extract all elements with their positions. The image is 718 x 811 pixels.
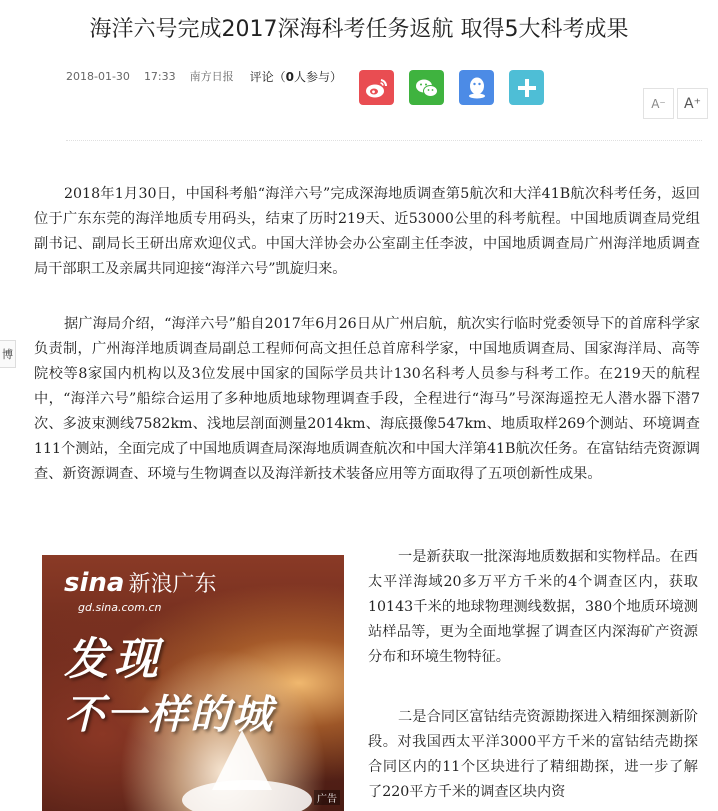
ad-brand: sina xyxy=(64,568,125,598)
publish-date: 2018-01-30 xyxy=(66,69,130,83)
share-wechat-button[interactable] xyxy=(409,70,444,105)
share-qq-button[interactable] xyxy=(459,70,494,105)
comment-label: 评论（ xyxy=(249,69,286,84)
ad-url: gd.sina.com.cn xyxy=(78,601,162,614)
sidebar-weibo-tab[interactable]: 博 xyxy=(0,340,16,368)
qq-icon xyxy=(466,76,488,100)
article-paragraph-2: 据广海局介绍，“海洋六号”船自2017年6月26日从广州启航，航次实行临时党委领导下的首席科学家负责制，广州海洋地质调查局副总工程师何高文担任总首席科学家，中国地质调查局、国家海洋局、高等院校等8家国内机构以及3位发展中国家的国际学员共计130名科考人员参与科考工作。在219天的航程中，“海洋六号”船综合运用了多种地质地球物理调查手段，全程进行“海马”号深海遥控无人潜水器下潜7次、多波束测线7582km、浅地层剖面测量2014km、海底摄像547km、地质取样269个测站、环境调查111个测站，全面完成了中国地质调查局深海地质调查航次和中国大洋第41B航次任务。在富钴结壳资源调查、新资源调查、环境与生物调查以及海洋新技术装备应用等方面取得了五项创新性成果。 xyxy=(34,316,700,482)
share-more-button[interactable] xyxy=(509,70,544,105)
share-bar xyxy=(359,70,544,105)
font-size-controls xyxy=(640,88,708,119)
article-paragraph-4: 二是合同区富钴结壳资源勘探进入精细探测新阶段。对我国西太平洋3000平方千米的富钴结壳勘探合同区内的11个区块进行了精细勘探，进一步了解了220平方千米的调查区块内资 xyxy=(368,709,698,800)
comment-link[interactable] xyxy=(250,68,342,85)
plate-graphic xyxy=(182,780,312,811)
advertisement-banner[interactable] xyxy=(42,555,344,811)
article-paragraph-3: 一是新获取一批深海地质数据和实物样品。在西太平洋海域20多万平方千米的4个调查区内，获取10143千米的地球物理测线数据，380个地质环境测站样品等，更为全面地掌握了调查区内深海矿产资源分布和环境生物特征。 xyxy=(368,549,698,665)
ad-tag: 广告 xyxy=(314,790,340,805)
ad-headline-2: 不一样的城 xyxy=(64,692,274,738)
plus-icon xyxy=(516,77,538,99)
ad-brand-cn: 新浪广东 xyxy=(128,572,217,597)
font-decrease-button[interactable]: A⁻ xyxy=(643,88,674,119)
comment-suffix: 人参与） xyxy=(294,69,343,84)
article-paragraph-1: 2018年1月30日，中国科考船“海洋六号”完成深海地质调查第5航次和大洋41B航次科考任务，返回位于广东东莞的海洋地质专用码头，结束了历时219天、近53000公里的科考航程。中国地质调查局党组副书记、副局长王研出席欢迎仪式。中国大洋协会办公室副主任李波，中国地质调查局广州海洋地质调查局干部职工及亲属共同迎接“海洋六号”凯旋归来。 xyxy=(34,186,700,277)
weibo-icon xyxy=(365,77,389,99)
publish-time: 17:33 xyxy=(143,69,176,83)
ad-logo xyxy=(64,567,216,598)
wechat-icon xyxy=(415,77,439,99)
article-source[interactable]: 南方日报 xyxy=(189,70,234,83)
ad-headline-1: 发现 xyxy=(64,634,164,685)
article-meta xyxy=(66,68,342,84)
article-title: 海洋六号完成2017深海科考任务返航 取得5大科考成果 xyxy=(89,17,629,42)
font-increase-button[interactable]: A⁺ xyxy=(677,88,708,119)
share-weibo-button[interactable] xyxy=(359,70,394,105)
header-divider xyxy=(66,140,702,141)
comment-count: 0 xyxy=(285,69,295,84)
